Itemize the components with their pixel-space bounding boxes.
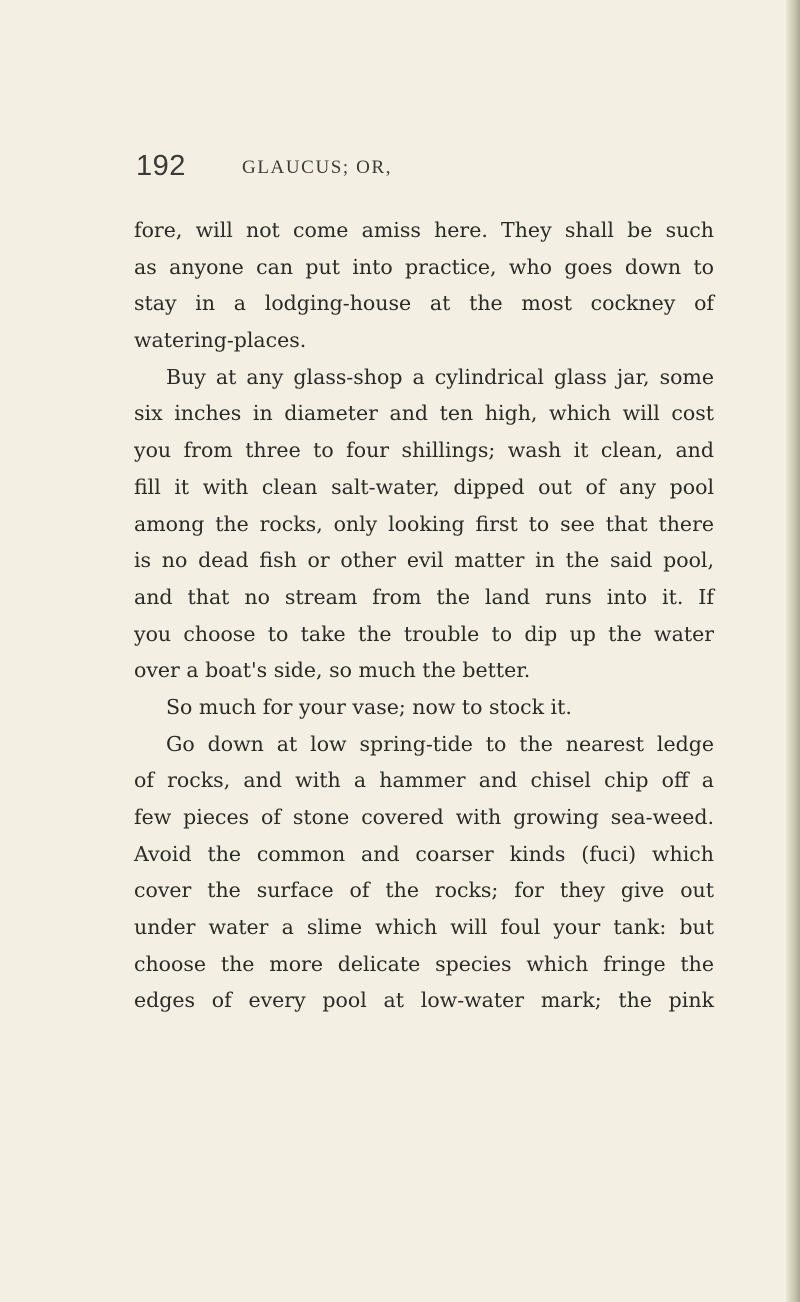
- text-line: Avoid the common and coarser kinds (fuci) which: [134, 841, 714, 866]
- page-header: [136, 150, 714, 190]
- text-line: few pieces of stone covered with growing sea-weed.: [134, 805, 714, 829]
- text-line: of rocks, and with a hammer and chisel chip off a: [134, 768, 714, 793]
- text-line: stay in a lodging-house at the most cockney of: [134, 291, 714, 316]
- text-line: six inches in diameter and ten high, which will cost: [134, 401, 714, 426]
- text-line: edges of every pool at low-water mark; the pink: [134, 988, 714, 1013]
- body-text: [134, 212, 714, 1019]
- text-line: fill it with clean salt-water, dipped out of any pool: [134, 474, 714, 499]
- text-line: you choose to take the trouble to dip up the water: [134, 621, 714, 646]
- text-line: Go down at low spring-tide to the nearest ledge: [166, 731, 714, 756]
- text-line: over a boat's side, so much the better.: [134, 658, 531, 683]
- running-head: GLAUCUS; OR,: [242, 157, 393, 178]
- text-line: under water a slime which will foul your tank: but: [134, 915, 714, 940]
- text-line: you from three to four shillings; wash it clean, and: [134, 438, 714, 463]
- text-line: choose the more delicate species which fringe the: [134, 951, 714, 976]
- text-line: fore, will not come amiss here. They shall be such: [134, 218, 714, 242]
- text-line: as anyone can put into practice, who goes down to: [134, 254, 714, 279]
- text-line: and that no stream from the land runs into it. If: [134, 584, 714, 609]
- page-edge-shadow: [786, 0, 800, 1302]
- text-line: among the rocks, only looking first to see that there: [134, 511, 714, 536]
- text-line: cover the surface of the rocks; for they give out: [134, 878, 714, 903]
- text-line: Buy at any glass-shop a cylindrical glass jar, some: [166, 364, 714, 389]
- text-line: So much for your vase; now to stock it.: [166, 694, 572, 719]
- page-number: 192: [136, 150, 186, 182]
- text-line: watering-places.: [134, 328, 307, 353]
- text-line: is no dead fish or other evil matter in the said pool,: [134, 548, 714, 573]
